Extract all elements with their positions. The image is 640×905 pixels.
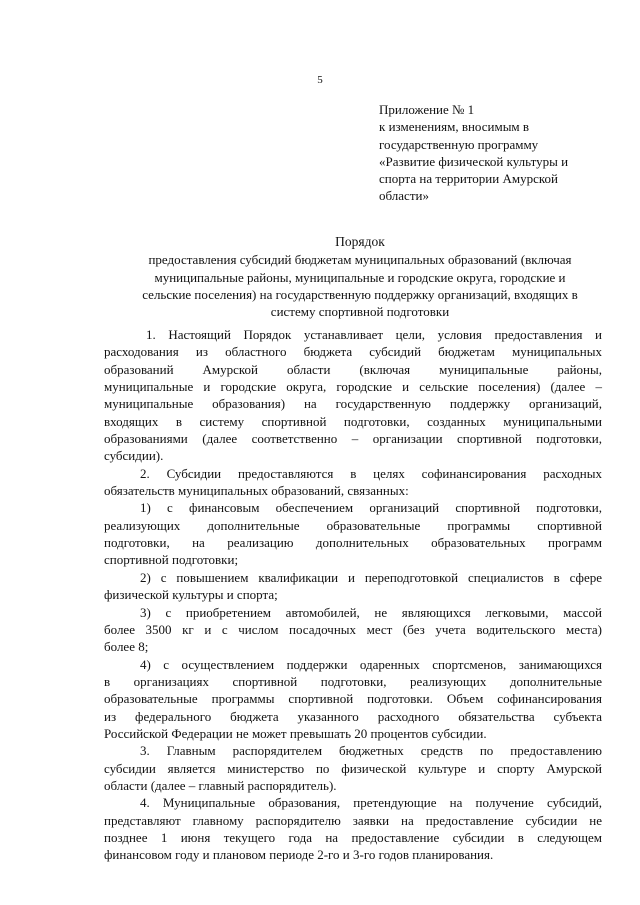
paragraph-line: позднее 1 июня текущего года на предоставление субсидии в следующем [104,829,602,845]
paragraph-line: более 8; [104,639,149,655]
paragraph-line: финансовом году и плановом периоде 2-го и 3-го годов планирования. [104,847,494,863]
paragraph-line: спортивной подготовки; [104,552,239,568]
paragraph [104,499,602,568]
paragraph-line: образованиями (далее соответственно – организации спортивной подготовки, [104,431,602,447]
paragraph-line: в организациях спортивной подготовки, реализующих дополнительные [104,673,602,689]
paragraph-line: 3) с приобретением автомобилей, не являющихся легковыми, массой [140,604,602,620]
paragraph-line: муниципальные образования) на государственную поддержку организаций, [104,396,602,412]
title-heading: Порядок [335,234,385,249]
paragraph-line: 1) с финансовым обеспечением организаций спортивной подготовки, [140,500,602,516]
paragraph [104,326,602,465]
paragraph-line: 3. Главным распорядителем бюджетных средств по предоставлению [140,743,602,759]
page-number: 5 [317,74,323,86]
paragraph-line: из федерального бюджета указанного расходного обязательства субъекта [104,708,602,724]
appendix-header [379,101,619,205]
appendix-line: области» [379,188,429,204]
title-line: систему спортивной подготовки [270,304,450,320]
paragraph [104,465,602,500]
title-line: предоставления субсидий бюджетам муниципальных образований (включая [148,252,572,268]
appendix-line: к изменениям, вносимым в [379,119,530,135]
paragraph-line: субсидии). [104,448,164,464]
paragraph [104,794,602,863]
paragraph-line: подготовки, на реализацию дополнительных образовательных программ [104,535,602,551]
paragraph-line: 4. Муниципальные образования, претендующие на получение субсидий, [140,795,602,811]
paragraph-line: 4) с осуществлением поддержки одаренных спортсменов, занимающихся [140,656,602,672]
appendix-line: «Развитие физической культуры и [379,153,569,169]
paragraph-line: 1. Настоящий Порядок устанавливает цели, условия предоставления и [146,327,602,342]
appendix-line: спорта на территории Амурской [379,171,558,187]
paragraph [104,604,602,656]
paragraph [104,569,602,604]
paragraph-line: образовательные программы спортивной подготовки. Объем софинансирования [104,691,602,707]
paragraph-line: Российской Федерации не может превышать 20 процентов субсидии. [104,725,487,741]
title-line: муниципальные районы, муниципальные и городские округа, городские и [154,269,566,285]
appendix-line: государственную программу [379,136,539,152]
paragraph-line: 2) с повышением квалификации и переподготовкой специалистов в сфере [140,569,602,585]
document-title [95,233,625,320]
paragraph-line: 2. Субсидии предоставляются в целях софинансирования расходных [140,465,602,481]
paragraph-line: области (далее – главный распорядитель). [104,777,337,793]
paragraph-line: более 3500 кг и с числом посадочных мест (без учета водительского места) [104,621,602,637]
paragraph [104,656,602,743]
paragraph-line: входящих в систему спортивной подготовки, созданных муниципальными [104,413,602,429]
paragraph-line: образований Амурской области (включая муниципальные районы, [104,361,602,377]
paragraph-line: физической культуры и спорта; [104,587,278,603]
paragraph-line: расходования из областного бюджета субсидий бюджетам муниципальных [104,344,602,360]
paragraph [104,742,602,794]
paragraph-line: реализующих дополнительные образовательные программы спортивной [104,517,602,533]
document-body [104,326,602,864]
title-line: сельские поселения) на государственную поддержку организаций, входящих в [142,286,578,302]
paragraph-line: обязательств муниципальных образований, связанных: [104,483,409,499]
appendix-line: Приложение № 1 [379,102,475,117]
paragraph-line: субсидии является министерство по физической культуре и спорту Амурской [104,760,602,776]
paragraph-line: представляют главному распорядителю заявки на предоставление субсидии не [104,812,602,828]
paragraph-line: муниципальные и городские округа, городские и сельские поселения) (далее – [104,379,602,395]
